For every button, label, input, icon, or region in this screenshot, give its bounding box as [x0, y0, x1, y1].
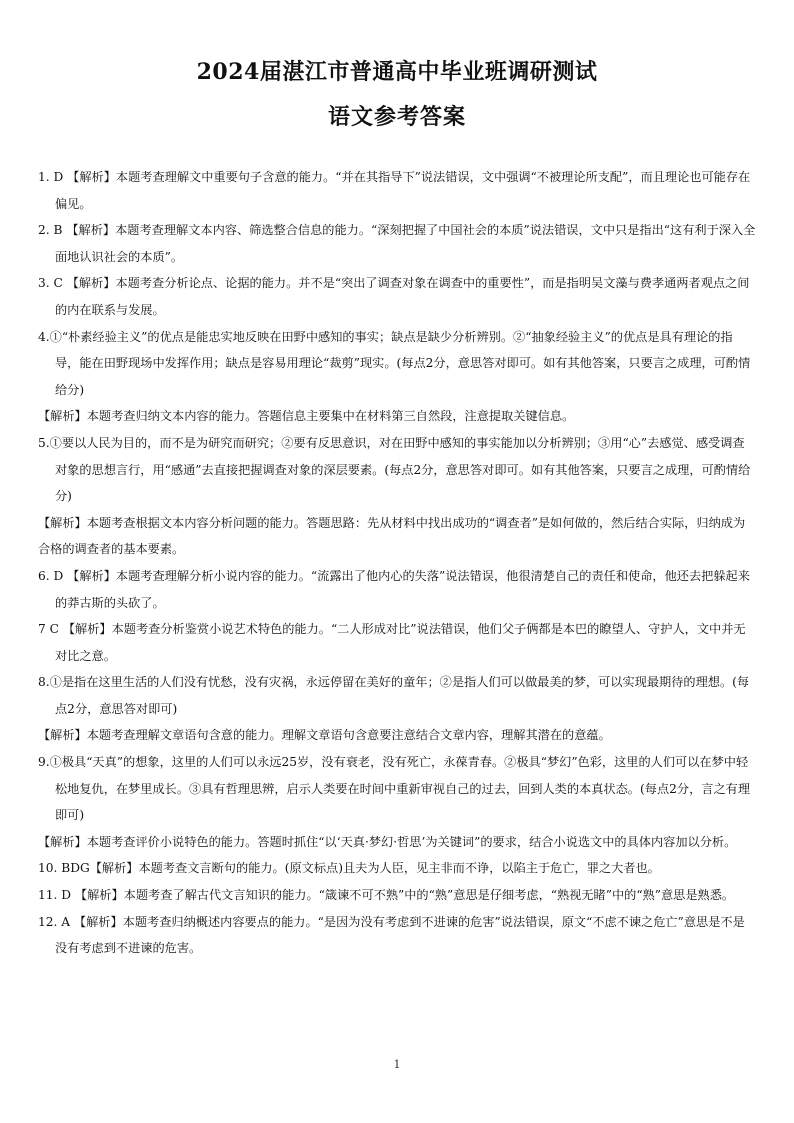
answer-item: 9.①极具“天真”的想象，这里的人们可以永远25岁，没有衰老，没有死亡，永葆青春。②极具“梦幻”色彩，这里的人们可以在梦中轻松地复仇，在梦里成长。③具有哲理思辨，启示人类要在时间中重新审视自己的过去，回到人类的本真状态。(每点2分，言之有理即可) — [38, 755, 751, 823]
answer-item: 11. D 【解析】本题考查了解古代文言知识的能力。“箴谏不可不熟”中的“熟”意思是仔细考虑，“熟视无睹”中的“熟”意思是熟悉。 — [38, 888, 735, 903]
answer-item: 2. B 【解析】本题考查理解文本内容、筛选整合信息的能力。“深刻把握了中国社会的本质”说法错误，文中只是指出“这有利于深入全面地认识社会的本质”。 — [38, 223, 756, 264]
document-subtitle: 语文参考答案 — [327, 104, 466, 130]
analysis-paragraph: 【解析】本题考查归纳文本内容的能力。答题信息主要集中在材料第三自然段，注意提取关键信息。 — [38, 409, 575, 424]
answer-item: 7 C 【解析】本题考查分析鉴赏小说艺术特色的能力。“二人形成对比”说法错误，他们父子俩都是本巴的瞭望人、守护人，文中并无对比之意。 — [38, 622, 746, 663]
answer-item: 8.①是指在这里生活的人们没有忧愁，没有灾祸，永远停留在美好的童年；②是指人们可以做最美的梦，可以实现最期待的理想。(每点2分，意思答对即可) — [38, 675, 750, 716]
answer-item: 12. A 【解析】本题考查归纳概述内容要点的能力。“是因为没有考虑到不进谏的危害”说法错误，原文“不虑不谏之危亡”意思是不是没有考虑到不进谏的危害。 — [38, 914, 745, 956]
analysis-paragraph: 【解析】本题考查评价小说特色的能力。答题时抓住“以‘天真·梦幻·哲思’为关键词”的要求，结合小说选文中的具体内容加以分析。 — [38, 834, 737, 849]
answer-item: 6. D 【解析】本题考查理解分析小说内容的能力。“流露出了他内心的失落”说法错误，他很清楚自己的责任和使命，他还去把躲起来的莽古斯的头砍了。 — [38, 568, 750, 610]
answer-list — [38, 164, 756, 962]
answer-item: 3. C 【解析】本题考查分析论点、论据的能力。并不是“突出了调查对象在调查中的重要性”，而是指明吴文藻与费孝通两者观点之间的内在联系与发展。 — [38, 276, 750, 317]
answer-item: 4.①“朴素经验主义”的优点是能忠实地反映在田野中感知的事实；缺点是缺少分析辨别。②“抽象经验主义”的优点是具有理论的指导，能在田野现场中发挥作用；缺点是容易用理论“裁剪”现实。(每点2分，意思答对即可。如有其他答案，只要言之成理，可酌情给分) — [38, 329, 751, 397]
answer-item: 10. BDG【解析】本题考查文言断句的能力。(原文标点)且夫为人臣，见主非而不诤，以陷主于危亡，罪之大者也。 — [38, 861, 660, 876]
analysis-paragraph: 【解析】本题考查理解文章语句含意的能力。理解文章语句含意要注意结合文章内容，理解其潜在的意蕴。 — [38, 728, 611, 743]
answer-item: 5.①要以人民为目的，而不是为研究而研究；②要有反思意识，对在田野中感知的事实能加以分析辨别；③用“心”去感觉、感受调查对象的思想言行，用“感通”去直接把握调查对象的深层要素。(每点2分，意思答对即可。如有其他答案，只要言之成理，可酌情给分) — [38, 435, 751, 504]
document-title: 2024届湛江市普通高中毕业班调研测试 — [196, 59, 598, 85]
page-number: 1 — [393, 1058, 401, 1071]
analysis-paragraph: 【解析】本题考查根据文本内容分析问题的能力。答题思路：先从材料中找出成功的“调查者”是如何做的，然后结合实际，归纳成为合格的调查者的基本要素。 — [38, 515, 746, 557]
answer-item: 1. D 【解析】本题考查理解文中重要句子含意的能力。“并在其指导下”说法错误，文中强调“不被理论所支配”，而且理论也可能存在偏见。 — [38, 170, 751, 211]
